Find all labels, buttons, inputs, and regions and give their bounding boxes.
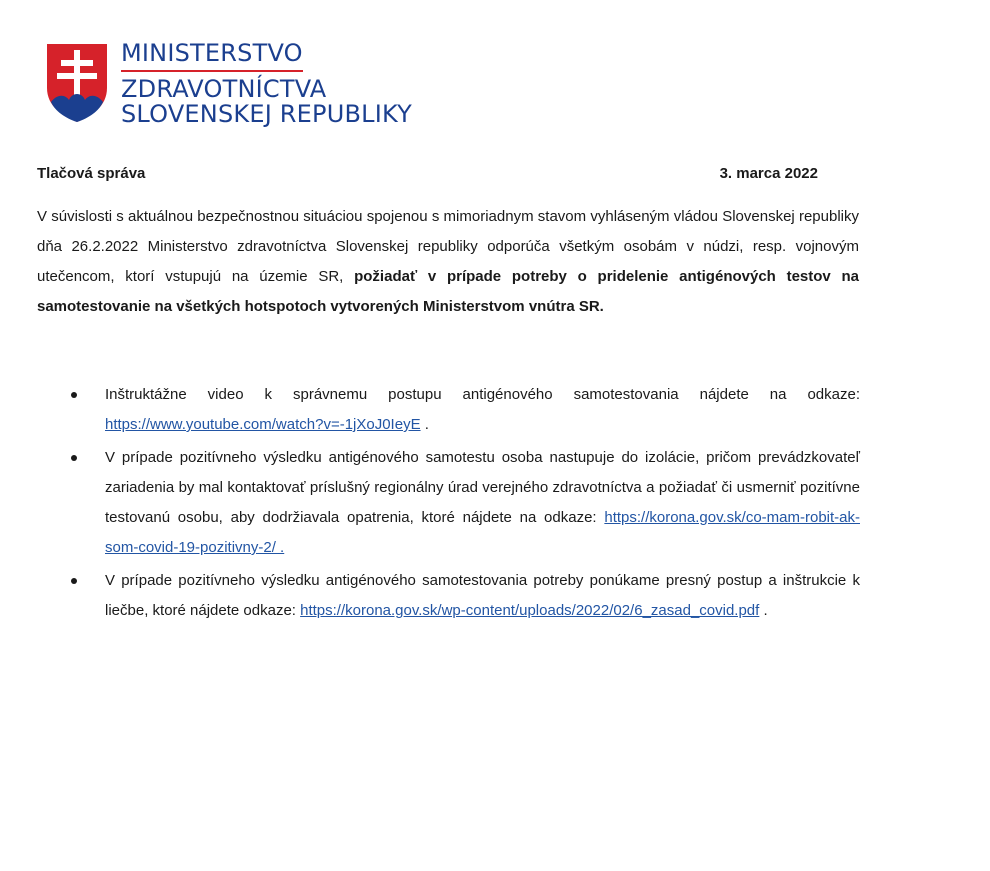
intro-bold-text: požiadať v prípade potreby o pridelenie antigénových testov na samotestovanie na všetkých hotspotoch vytvorených Ministerstvom vnútra SR. (37, 268, 860, 315)
list-item (65, 566, 860, 626)
korona-covid-positive-link[interactable]: https://korona.gov.sk/co-mam-robit-ak-som-covid-19-pozitivny-2/ . (105, 509, 860, 556)
list-item-text: V prípade pozitívneho výsledku antigénového samotestovania potreby ponúkame presný postup a inštrukcie k liečbe, ktoré nájdete odkaze: (105, 572, 860, 619)
list-item-after: . (759, 602, 768, 619)
logo-line-2: ZDRAVOTNÍCTVA (121, 75, 327, 103)
intro-paragraph (37, 202, 859, 322)
ministry-logo (43, 40, 412, 127)
bullet-icon (71, 392, 77, 398)
logo-line-1: MINISTERSTVO (121, 41, 303, 72)
bullet-icon (71, 455, 77, 461)
intro-text: V súvislosti s aktuálnou bezpečnostnou situáciou spojenou s mimoriadnym stavom vyhláseným vládou Slovenskej republiky dňa 26.2.2022 Ministerstvo zdravotníctva Slovenskej republiky odporúča všetkým osobám v núdzi, resp. vojnovým utečencom, ktorí vstupujú na územie SR, (37, 208, 859, 285)
instructions-list (65, 380, 860, 629)
bullet-icon (71, 578, 77, 584)
document-type: Tlačová správa (37, 165, 146, 182)
list-item-text: V prípade pozitívneho výsledku antigénového samotestu osoba nastupuje do izolácie, pričom prevádzkovateľ zariadenia by mal kontaktovať príslušný regionálny úrad verejného zdravotníctva a požiadať či usmerniť pozitívne testovanú osobu, aby dodržiavala opatrenia, ktoré nájdete na odkaze: (105, 449, 860, 526)
korona-pdf-link[interactable]: https://korona.gov.sk/wp-content/uploads/2022/02/6_zasad_covid.pdf (300, 602, 760, 619)
youtube-link[interactable]: https://www.youtube.com/watch?v=-1jXoJ0IeyE (105, 416, 421, 433)
list-item (65, 380, 860, 440)
coat-of-arms-icon (43, 40, 111, 126)
list-item-text: Inštruktážne video k správnemu postupu antigénového samotestovania nájdete na odkaze: (105, 386, 860, 403)
list-item (65, 443, 860, 563)
release-date: 3. marca 2022 (719, 165, 818, 182)
list-item-after: . (420, 416, 429, 433)
press-release-header (37, 165, 818, 182)
logo-line-3: SLOVENSKEJ REPUBLIKY (121, 100, 412, 128)
